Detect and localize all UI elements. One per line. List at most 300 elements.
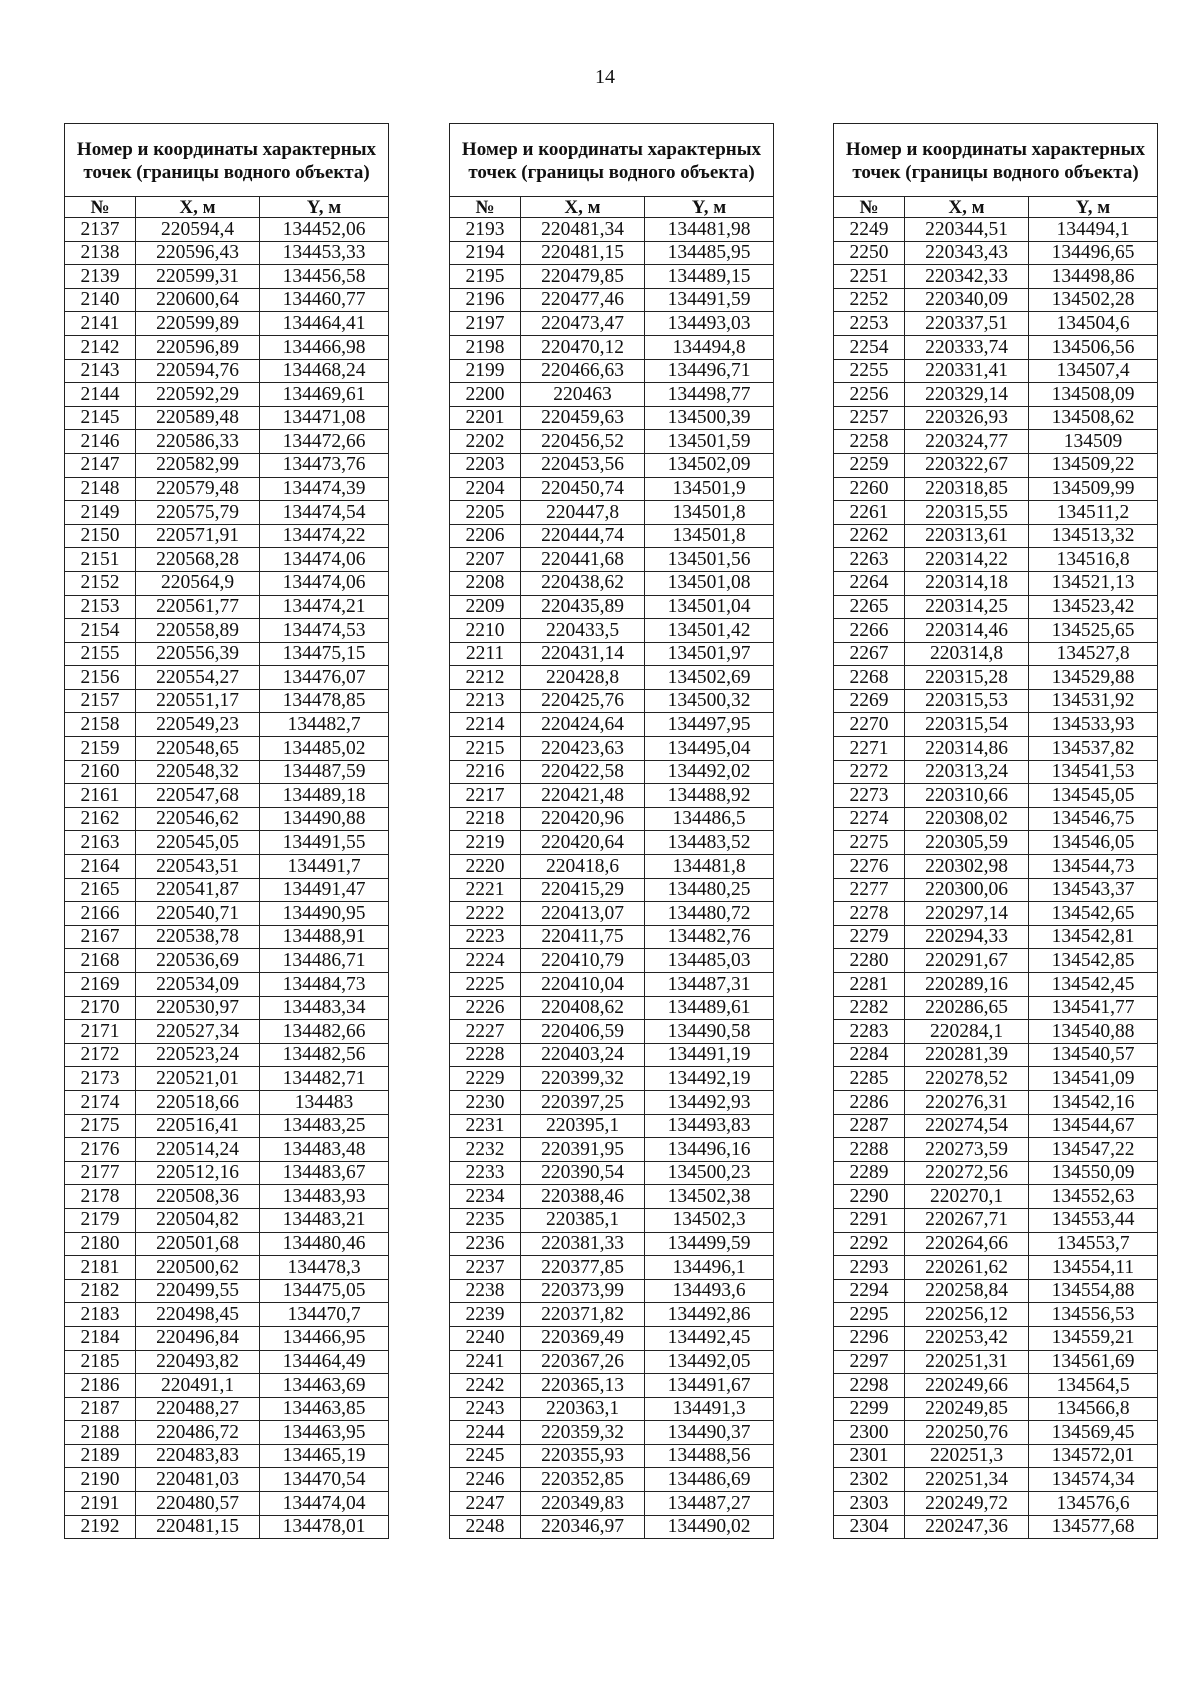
point-number-cell: 2180 [65, 1232, 136, 1256]
y-coordinate-cell: 134466,98 [260, 335, 389, 359]
table-row [65, 1397, 389, 1421]
table-row [450, 218, 774, 242]
y-coordinate-cell: 134533,93 [1029, 713, 1158, 737]
y-coordinate-cell: 134502,38 [645, 1185, 774, 1209]
x-coordinate-cell: 220549,23 [136, 713, 260, 737]
y-coordinate-cell: 134466,95 [260, 1326, 389, 1350]
x-coordinate-cell: 220456,52 [521, 430, 645, 454]
y-coordinate-cell: 134468,24 [260, 359, 389, 383]
x-coordinate-cell: 220521,01 [136, 1067, 260, 1091]
x-coordinate-cell: 220575,79 [136, 501, 260, 525]
x-coordinate-cell: 220371,82 [521, 1303, 645, 1327]
table-row [65, 1326, 389, 1350]
table-row [450, 760, 774, 784]
point-number-cell: 2158 [65, 713, 136, 737]
x-coordinate-cell: 220546,62 [136, 807, 260, 831]
point-number-cell: 2266 [834, 619, 905, 643]
table-row [65, 1138, 389, 1162]
x-coordinate-cell: 220483,83 [136, 1444, 260, 1468]
point-number-cell: 2154 [65, 619, 136, 643]
point-number-cell: 2209 [450, 595, 521, 619]
point-number-cell: 2232 [450, 1138, 521, 1162]
table-row [450, 595, 774, 619]
x-coordinate-cell: 220541,87 [136, 878, 260, 902]
y-coordinate-cell: 134492,86 [645, 1303, 774, 1327]
x-coordinate-cell: 220518,66 [136, 1090, 260, 1114]
y-coordinate-cell: 134501,8 [645, 524, 774, 548]
y-coordinate-cell: 134516,8 [1029, 548, 1158, 572]
table-row [834, 737, 1158, 761]
table-row [834, 406, 1158, 430]
x-coordinate-cell: 220534,09 [136, 973, 260, 997]
x-coordinate-cell: 220333,74 [905, 335, 1029, 359]
point-number-cell: 2188 [65, 1421, 136, 1445]
column-header-y: Y, м [645, 197, 774, 218]
coordinates-table-1 [64, 123, 389, 1539]
x-coordinate-cell: 220481,15 [521, 241, 645, 265]
point-number-cell: 2301 [834, 1444, 905, 1468]
table-row [834, 642, 1158, 666]
table-row [834, 1374, 1158, 1398]
x-coordinate-cell: 220538,78 [136, 925, 260, 949]
x-coordinate-cell: 220463 [521, 383, 645, 407]
x-coordinate-cell: 220256,12 [905, 1303, 1029, 1327]
y-coordinate-cell: 134552,63 [1029, 1185, 1158, 1209]
x-coordinate-cell: 220415,29 [521, 878, 645, 902]
point-number-cell: 2288 [834, 1138, 905, 1162]
table-row [450, 619, 774, 643]
x-coordinate-cell: 220297,14 [905, 902, 1029, 926]
x-coordinate-cell: 220421,48 [521, 784, 645, 808]
y-coordinate-cell: 134506,56 [1029, 335, 1158, 359]
y-coordinate-cell: 134493,83 [645, 1114, 774, 1138]
x-coordinate-cell: 220410,79 [521, 949, 645, 973]
y-coordinate-cell: 134474,04 [260, 1492, 389, 1516]
point-number-cell: 2169 [65, 973, 136, 997]
x-coordinate-cell: 220251,34 [905, 1468, 1029, 1492]
y-coordinate-cell: 134483,21 [260, 1208, 389, 1232]
x-coordinate-cell: 220403,24 [521, 1043, 645, 1067]
point-number-cell: 2142 [65, 335, 136, 359]
table-row [450, 1208, 774, 1232]
point-number-cell: 2235 [450, 1208, 521, 1232]
x-coordinate-cell: 220342,33 [905, 265, 1029, 289]
y-coordinate-cell: 134501,04 [645, 595, 774, 619]
y-coordinate-cell: 134492,05 [645, 1350, 774, 1374]
point-number-cell: 2179 [65, 1208, 136, 1232]
point-number-cell: 2222 [450, 902, 521, 926]
point-number-cell: 2164 [65, 855, 136, 879]
y-coordinate-cell: 134502,3 [645, 1208, 774, 1232]
y-coordinate-cell: 134546,75 [1029, 807, 1158, 831]
table-row [834, 430, 1158, 454]
point-number-cell: 2294 [834, 1279, 905, 1303]
x-coordinate-cell: 220599,89 [136, 312, 260, 336]
y-coordinate-cell: 134499,59 [645, 1232, 774, 1256]
table-row [65, 855, 389, 879]
y-coordinate-cell: 134483,52 [645, 831, 774, 855]
point-number-cell: 2298 [834, 1374, 905, 1398]
table-row [834, 1397, 1158, 1421]
x-coordinate-cell: 220410,04 [521, 973, 645, 997]
y-coordinate-cell: 134474,06 [260, 548, 389, 572]
table-row [450, 1444, 774, 1468]
table-row [450, 1492, 774, 1516]
table-row [834, 1515, 1158, 1539]
point-number-cell: 2247 [450, 1492, 521, 1516]
table-row [834, 1185, 1158, 1209]
table-row [450, 1374, 774, 1398]
y-coordinate-cell: 134521,13 [1029, 571, 1158, 595]
x-coordinate-cell: 220276,31 [905, 1090, 1029, 1114]
table-row [834, 1232, 1158, 1256]
table-row [834, 548, 1158, 572]
x-coordinate-cell: 220377,85 [521, 1256, 645, 1280]
x-coordinate-cell: 220359,32 [521, 1421, 645, 1445]
table-row [450, 477, 774, 501]
point-number-cell: 2227 [450, 1020, 521, 1044]
point-number-cell: 2171 [65, 1020, 136, 1044]
table-row [834, 1256, 1158, 1280]
table-row [450, 1397, 774, 1421]
y-coordinate-cell: 134495,04 [645, 737, 774, 761]
y-coordinate-cell: 134480,25 [645, 878, 774, 902]
y-coordinate-cell: 134460,77 [260, 288, 389, 312]
y-coordinate-cell: 134493,6 [645, 1279, 774, 1303]
point-number-cell: 2208 [450, 571, 521, 595]
x-coordinate-cell: 220274,54 [905, 1114, 1029, 1138]
point-number-cell: 2225 [450, 973, 521, 997]
table-row [65, 1043, 389, 1067]
table-row [450, 973, 774, 997]
point-number-cell: 2177 [65, 1161, 136, 1185]
x-coordinate-cell: 220545,05 [136, 831, 260, 855]
point-number-cell: 2293 [834, 1256, 905, 1280]
table-row [450, 548, 774, 572]
x-coordinate-cell: 220411,75 [521, 925, 645, 949]
y-coordinate-cell: 134456,58 [260, 265, 389, 289]
y-coordinate-cell: 134478,3 [260, 1256, 389, 1280]
point-number-cell: 2299 [834, 1397, 905, 1421]
table-row [65, 501, 389, 525]
table-row [450, 1468, 774, 1492]
table-row [450, 1232, 774, 1256]
table-row [65, 1303, 389, 1327]
table-row [65, 878, 389, 902]
y-coordinate-cell: 134486,71 [260, 949, 389, 973]
y-coordinate-cell: 134475,05 [260, 1279, 389, 1303]
table-row [450, 359, 774, 383]
table-row [834, 312, 1158, 336]
table-row [65, 831, 389, 855]
point-number-cell: 2198 [450, 335, 521, 359]
x-coordinate-cell: 220272,56 [905, 1161, 1029, 1185]
point-number-cell: 2172 [65, 1043, 136, 1067]
y-coordinate-cell: 134490,37 [645, 1421, 774, 1445]
x-coordinate-cell: 220291,67 [905, 949, 1029, 973]
point-number-cell: 2240 [450, 1326, 521, 1350]
x-coordinate-cell: 220422,58 [521, 760, 645, 784]
table-row [450, 1161, 774, 1185]
table-row [65, 1492, 389, 1516]
y-coordinate-cell: 134486,5 [645, 807, 774, 831]
x-coordinate-cell: 220594,4 [136, 218, 260, 242]
y-coordinate-cell: 134463,85 [260, 1397, 389, 1421]
point-number-cell: 2210 [450, 619, 521, 643]
table-row [834, 477, 1158, 501]
y-coordinate-cell: 134513,32 [1029, 524, 1158, 548]
point-number-cell: 2241 [450, 1350, 521, 1374]
table-row [834, 925, 1158, 949]
table-row [834, 831, 1158, 855]
y-coordinate-cell: 134498,77 [645, 383, 774, 407]
x-coordinate-cell: 220395,1 [521, 1114, 645, 1138]
y-coordinate-cell: 134485,95 [645, 241, 774, 265]
y-coordinate-cell: 134540,88 [1029, 1020, 1158, 1044]
table-row [834, 335, 1158, 359]
x-coordinate-cell: 220480,57 [136, 1492, 260, 1516]
point-number-cell: 2141 [65, 312, 136, 336]
x-coordinate-cell: 220536,69 [136, 949, 260, 973]
point-number-cell: 2224 [450, 949, 521, 973]
point-number-cell: 2302 [834, 1468, 905, 1492]
y-coordinate-cell: 134542,16 [1029, 1090, 1158, 1114]
y-coordinate-cell: 134500,23 [645, 1161, 774, 1185]
y-coordinate-cell: 134465,19 [260, 1444, 389, 1468]
x-coordinate-cell: 220388,46 [521, 1185, 645, 1209]
y-coordinate-cell: 134547,22 [1029, 1138, 1158, 1162]
x-coordinate-cell: 220314,18 [905, 571, 1029, 595]
table-row [450, 1138, 774, 1162]
table-title: Номер и координаты характерных точек (границы водного объекта) [834, 124, 1158, 197]
column-header-number: № [65, 197, 136, 218]
y-coordinate-cell: 134491,19 [645, 1043, 774, 1067]
table-row [65, 1185, 389, 1209]
y-coordinate-cell: 134482,71 [260, 1067, 389, 1091]
x-coordinate-cell: 220249,85 [905, 1397, 1029, 1421]
point-number-cell: 2242 [450, 1374, 521, 1398]
point-number-cell: 2226 [450, 996, 521, 1020]
y-coordinate-cell: 134480,46 [260, 1232, 389, 1256]
x-coordinate-cell: 220337,51 [905, 312, 1029, 336]
table-row [834, 571, 1158, 595]
y-coordinate-cell: 134484,73 [260, 973, 389, 997]
y-coordinate-cell: 134482,56 [260, 1043, 389, 1067]
point-number-cell: 2166 [65, 902, 136, 926]
point-number-cell: 2251 [834, 265, 905, 289]
table-row [834, 689, 1158, 713]
point-number-cell: 2159 [65, 737, 136, 761]
y-coordinate-cell: 134541,09 [1029, 1067, 1158, 1091]
x-coordinate-cell: 220548,32 [136, 760, 260, 784]
y-coordinate-cell: 134474,53 [260, 619, 389, 643]
y-coordinate-cell: 134553,44 [1029, 1208, 1158, 1232]
x-coordinate-cell: 220251,3 [905, 1444, 1029, 1468]
table-row [65, 689, 389, 713]
y-coordinate-cell: 134508,09 [1029, 383, 1158, 407]
table-row [834, 265, 1158, 289]
y-coordinate-cell: 134490,58 [645, 1020, 774, 1044]
x-coordinate-cell: 220441,68 [521, 548, 645, 572]
table-row [834, 1468, 1158, 1492]
y-coordinate-cell: 134470,54 [260, 1468, 389, 1492]
table-row [450, 288, 774, 312]
x-coordinate-cell: 220491,1 [136, 1374, 260, 1398]
table-row [450, 642, 774, 666]
table-row [65, 548, 389, 572]
point-number-cell: 2146 [65, 430, 136, 454]
x-coordinate-cell: 220466,63 [521, 359, 645, 383]
x-coordinate-cell: 220253,42 [905, 1326, 1029, 1350]
point-number-cell: 2297 [834, 1350, 905, 1374]
table-row [450, 1303, 774, 1327]
x-coordinate-cell: 220314,22 [905, 548, 1029, 572]
x-coordinate-cell: 220571,91 [136, 524, 260, 548]
table-row [65, 1279, 389, 1303]
x-coordinate-cell: 220438,62 [521, 571, 645, 595]
table-row [450, 689, 774, 713]
point-number-cell: 2234 [450, 1185, 521, 1209]
table-row [65, 571, 389, 595]
y-coordinate-cell: 134491,67 [645, 1374, 774, 1398]
y-coordinate-cell: 134464,49 [260, 1350, 389, 1374]
point-number-cell: 2238 [450, 1279, 521, 1303]
x-coordinate-cell: 220324,77 [905, 430, 1029, 454]
table-row [834, 666, 1158, 690]
point-number-cell: 2277 [834, 878, 905, 902]
y-coordinate-cell: 134501,42 [645, 619, 774, 643]
y-coordinate-cell: 134501,97 [645, 642, 774, 666]
x-coordinate-cell: 220499,55 [136, 1279, 260, 1303]
y-coordinate-cell: 134494,1 [1029, 218, 1158, 242]
y-coordinate-cell: 134501,9 [645, 477, 774, 501]
y-coordinate-cell: 134469,61 [260, 383, 389, 407]
y-coordinate-cell: 134542,85 [1029, 949, 1158, 973]
y-coordinate-cell: 134542,45 [1029, 973, 1158, 997]
table-row [450, 925, 774, 949]
x-coordinate-cell: 220450,74 [521, 477, 645, 501]
table-row [450, 501, 774, 525]
x-coordinate-cell: 220564,9 [136, 571, 260, 595]
point-number-cell: 2236 [450, 1232, 521, 1256]
table-body [834, 218, 1158, 1539]
table-row [450, 1043, 774, 1067]
x-coordinate-cell: 220322,67 [905, 453, 1029, 477]
x-coordinate-cell: 220315,28 [905, 666, 1029, 690]
y-coordinate-cell: 134464,41 [260, 312, 389, 336]
table-row [450, 1350, 774, 1374]
table-row [834, 760, 1158, 784]
point-number-cell: 2162 [65, 807, 136, 831]
y-coordinate-cell: 134490,88 [260, 807, 389, 831]
table-row [834, 1138, 1158, 1162]
point-number-cell: 2181 [65, 1256, 136, 1280]
point-number-cell: 2223 [450, 925, 521, 949]
y-coordinate-cell: 134483,34 [260, 996, 389, 1020]
table-row [65, 784, 389, 808]
y-coordinate-cell: 134487,27 [645, 1492, 774, 1516]
y-coordinate-cell: 134525,65 [1029, 619, 1158, 643]
table-row [450, 878, 774, 902]
point-number-cell: 2214 [450, 713, 521, 737]
table-row [65, 1232, 389, 1256]
y-coordinate-cell: 134527,8 [1029, 642, 1158, 666]
point-number-cell: 2270 [834, 713, 905, 737]
x-coordinate-cell: 220343,43 [905, 241, 1029, 265]
point-number-cell: 2174 [65, 1090, 136, 1114]
x-coordinate-cell: 220481,34 [521, 218, 645, 242]
point-number-cell: 2215 [450, 737, 521, 761]
point-number-cell: 2292 [834, 1232, 905, 1256]
table-row [834, 878, 1158, 902]
table-row [834, 619, 1158, 643]
x-coordinate-cell: 220261,62 [905, 1256, 1029, 1280]
table-row [450, 1114, 774, 1138]
x-coordinate-cell: 220318,85 [905, 477, 1029, 501]
point-number-cell: 2155 [65, 642, 136, 666]
y-coordinate-cell: 134542,65 [1029, 902, 1158, 926]
point-number-cell: 2138 [65, 241, 136, 265]
x-coordinate-cell: 220435,89 [521, 595, 645, 619]
page-number: 14 [595, 66, 615, 88]
y-coordinate-cell: 134577,68 [1029, 1515, 1158, 1539]
point-number-cell: 2194 [450, 241, 521, 265]
y-coordinate-cell: 134496,65 [1029, 241, 1158, 265]
y-coordinate-cell: 134452,06 [260, 218, 389, 242]
column-header-number: № [450, 197, 521, 218]
table-row [834, 1043, 1158, 1067]
x-coordinate-cell: 220315,53 [905, 689, 1029, 713]
column-header-x: X, м [905, 197, 1029, 218]
table-body [65, 218, 389, 1539]
y-coordinate-cell: 134487,59 [260, 760, 389, 784]
y-coordinate-cell: 134470,7 [260, 1303, 389, 1327]
table-row [65, 902, 389, 926]
table-title: Номер и координаты характерных точек (границы водного объекта) [450, 124, 774, 197]
point-number-cell: 2160 [65, 760, 136, 784]
x-coordinate-cell: 220367,26 [521, 1350, 645, 1374]
point-number-cell: 2143 [65, 359, 136, 383]
x-coordinate-cell: 220496,84 [136, 1326, 260, 1350]
table-row [450, 1279, 774, 1303]
x-coordinate-cell: 220413,07 [521, 902, 645, 926]
point-number-cell: 2139 [65, 265, 136, 289]
x-coordinate-cell: 220305,59 [905, 831, 1029, 855]
x-coordinate-cell: 220278,52 [905, 1067, 1029, 1091]
y-coordinate-cell: 134545,05 [1029, 784, 1158, 808]
y-coordinate-cell: 134483,67 [260, 1161, 389, 1185]
table-row [65, 619, 389, 643]
x-coordinate-cell: 220447,8 [521, 501, 645, 525]
table-row [65, 1444, 389, 1468]
point-number-cell: 2237 [450, 1256, 521, 1280]
x-coordinate-cell: 220331,41 [905, 359, 1029, 383]
table-row [450, 383, 774, 407]
point-number-cell: 2267 [834, 642, 905, 666]
table-row [450, 453, 774, 477]
y-coordinate-cell: 134485,03 [645, 949, 774, 973]
x-coordinate-cell: 220527,34 [136, 1020, 260, 1044]
x-coordinate-cell: 220406,59 [521, 1020, 645, 1044]
y-coordinate-cell: 134566,8 [1029, 1397, 1158, 1421]
point-number-cell: 2176 [65, 1138, 136, 1162]
point-number-cell: 2157 [65, 689, 136, 713]
x-coordinate-cell: 220547,68 [136, 784, 260, 808]
table-row [450, 737, 774, 761]
x-coordinate-cell: 220470,12 [521, 335, 645, 359]
table-row [834, 1350, 1158, 1374]
y-coordinate-cell: 134474,39 [260, 477, 389, 501]
